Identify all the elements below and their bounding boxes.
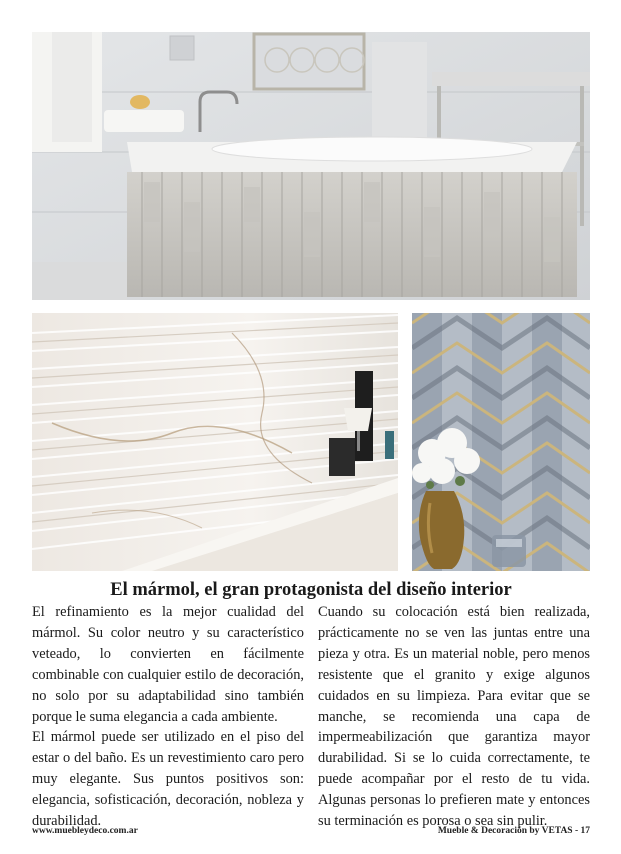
chevron-mosaic-photo — [412, 313, 590, 571]
article-column-left — [32, 602, 304, 832]
footer-page-credit: Mueble & Decoración by VETAS - 17 — [437, 826, 590, 836]
article-headline: El mármol, el gran protagonista del diseño interior — [110, 580, 512, 600]
article-column-right — [318, 602, 590, 832]
footer-website: www.muebleydeco.com.ar — [32, 826, 138, 836]
marble-wall-photo — [32, 313, 398, 571]
paragraph: El refinamiento es la mejor cualidad del mármol. Su color neutro y su característico veteado, lo convierten en fácilmente combinable con cualquier estilo de decoración, no solo por su adaptabilidad sino también porque le suma elegancia a cada ambiente. — [32, 604, 304, 725]
paragraph: El mármol puede ser utilizado en el piso del estar o del baño. Es un revestimiento caro pero muy elegante. Sus puntos positivos son: elegancia, sofisticación, decoración, nobleza y durabilidad. — [32, 729, 304, 830]
bathroom-photo — [32, 32, 590, 300]
paragraph: Cuando su colocación está bien realizada, prácticamente no se ven las juntas entre una pieza y otra. Es un material noble, pero menos resistente que el granito y exige algunos cuidados en su limpieza. Para evitar que se manche, se recomienda una capa de impermeabilización que garantiza mayor durabilidad. Si se lo cuida correctamente, te puede acompañar por el resto de tu vida. Algunas personas lo prefieren mate y entonces su terminación es porosa o sea sin pulir. — [318, 604, 590, 830]
